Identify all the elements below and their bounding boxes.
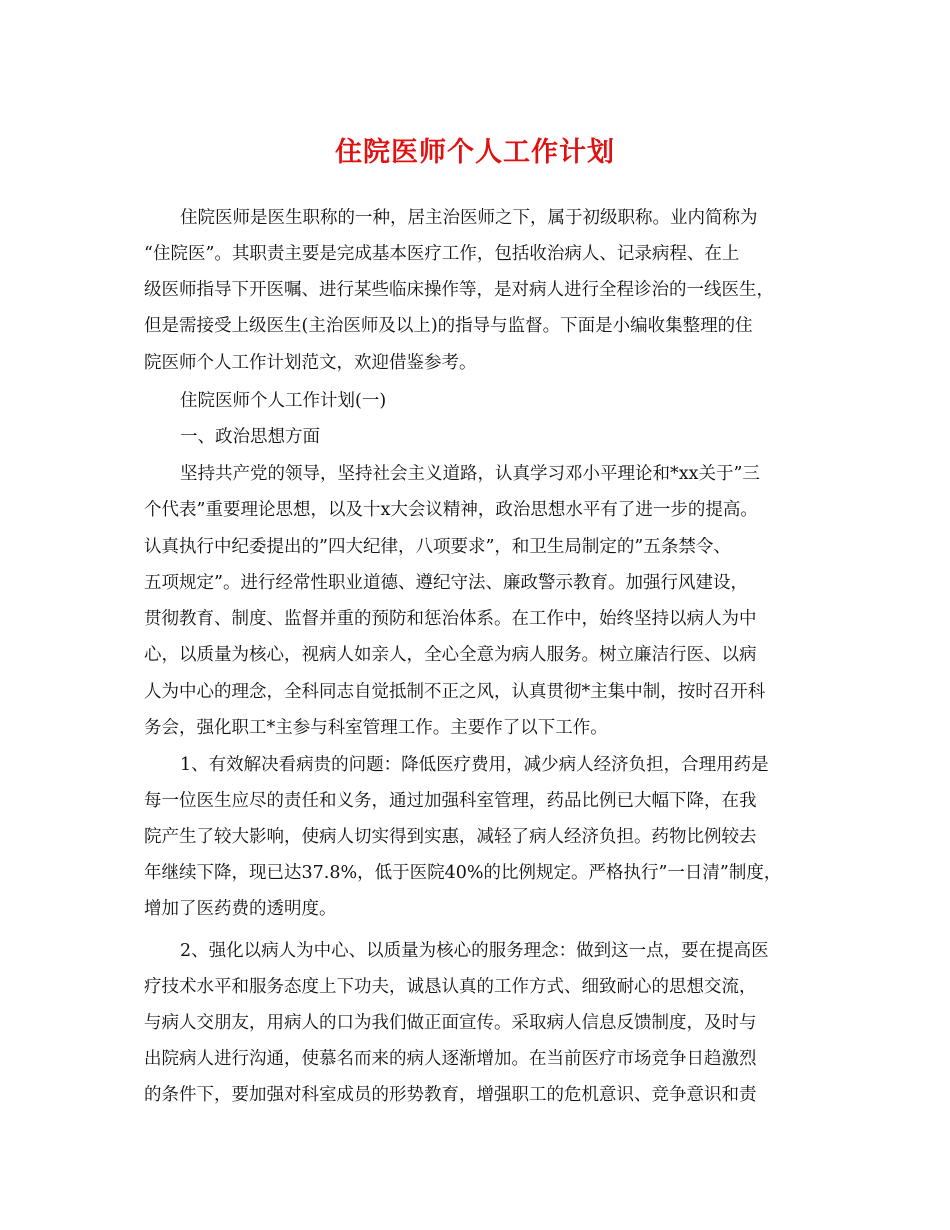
paragraph-line: 心，以质量为核心，视病人如亲人，全心全意为病人服务。树立廉洁行医、以病 — [144, 645, 757, 665]
paragraph-line: 每一位医生应尽的责任和义务，通过加强科室管理，药品比例已大幅下降，在我 — [144, 791, 757, 811]
paragraph-line: 出院病人进行沟通，使慕名而来的病人逐渐增加。在当前医疗市场竞争日趋激烈 — [144, 1049, 757, 1069]
paragraph-line: 年继续下降，现已达37.8%，低于医院40%的比例规定。严格执行”一日清”制度， — [144, 863, 782, 883]
paragraph-line: 增加了医药费的透明度。 — [144, 899, 337, 919]
paragraph-line: 个代表”重要理论思想，以及十x大会议精神，政治思想水平有了进一步的提高。 — [144, 500, 758, 520]
paragraph-line: 人为中心的理念，全科同志自觉抵制不正之风，认真贯彻*主集中制，按时召开科 — [144, 682, 766, 702]
paragraph-line: 的条件下，要加强对科室成员的形势教育，增强职工的危机意识、竞争意识和责 — [144, 1085, 757, 1105]
paragraph-line: 与病人交朋友，用病人的口为我们做正面宣传。采取病人信息反馈制度，及时与 — [144, 1013, 757, 1033]
paragraph-line: 认真执行中纪委提出的”四大纪律，八项要求”，和卫生局制定的”五条禁令、 — [144, 537, 731, 557]
paragraph-line: 1、有效解决看病贵的问题：降低医疗费用，减少病人经济负担，合理用药是 — [180, 755, 769, 775]
section-heading: 住院医师个人工作计划(一) — [180, 391, 387, 411]
paragraph-line: 院医师个人工作计划范文，欢迎借鉴参考。 — [144, 353, 477, 373]
paragraph-line: 2、强化以病人为中心、以质量为核心的服务理念：做到这一点，要在提高医 — [180, 941, 769, 961]
paragraph-line: 务会，强化职工*主参与科室管理工作。主要作了以下工作。 — [144, 718, 608, 738]
paragraph-line: 疗技术水平和服务态度上下功夫，诚恳认真的工作方式、细致耐心的思想交流， — [144, 977, 757, 997]
paragraph-line: 级医师指导下开医嘱、进行某些临床操作等，是对病人进行全程诊治的一线医生， — [144, 280, 774, 300]
paragraph-line: 贯彻教育、制度、监督并重的预防和惩治体系。在工作中，始终坚持以病人为中 — [144, 609, 757, 629]
paragraph-line: 坚持共产党的领导，坚持社会主义道路，认真学习邓小平理论和*xx关于”三 — [180, 464, 760, 484]
section-heading: 一、政治思想方面 — [180, 427, 320, 447]
paragraph-line: 住院医师是医生职称的一种，居主治医师之下，属于初级职称。业内简称为 — [180, 208, 758, 228]
paragraph-line: 院产生了较大影响，使病人切实得到实惠，减轻了病人经济负担。药物比例较去 — [144, 827, 757, 847]
paragraph-line: “住院医”。其职责主要是完成基本医疗工作，包括收治病人、记录病程、在上 — [144, 244, 740, 264]
paragraph-line: 五项规定”。进行经常性职业道德、遵纪守法、廉政警示教育。加强行风建设， — [144, 573, 748, 593]
document-title: 住院医师个人工作计划 — [335, 137, 615, 168]
paragraph-line: 但是需接受上级医生(主治医师及以上)的指导与监督。下面是小编收集整理的住 — [144, 316, 753, 336]
